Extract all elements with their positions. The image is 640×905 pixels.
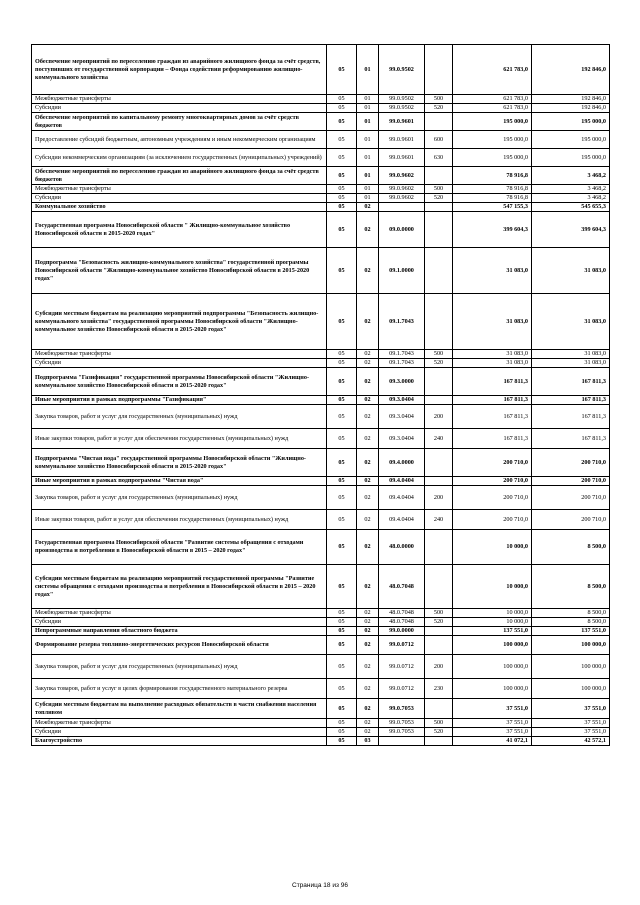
row-value-second: 3 468,2 — [532, 185, 610, 194]
table-row — [32, 618, 610, 627]
row-value-first: 621 783,0 — [453, 104, 532, 113]
row-section: 05 — [327, 396, 357, 405]
row-section: 05 — [327, 609, 357, 618]
row-section: 05 — [327, 449, 357, 477]
row-value-second: 200 710,0 — [532, 510, 610, 530]
row-name: Непрограммные направления областного бюджета — [32, 627, 327, 636]
row-expense-type — [425, 737, 453, 746]
row-value-first: 41 072,1 — [453, 737, 532, 746]
table-row — [32, 203, 610, 212]
table-row — [32, 728, 610, 737]
row-expense-type: 630 — [425, 149, 453, 167]
row-target-code: 48.0.7048 — [379, 609, 425, 618]
row-target-code — [379, 737, 425, 746]
row-value-second: 100 000,0 — [532, 679, 610, 699]
row-subsection: 01 — [357, 194, 379, 203]
table-row — [32, 627, 610, 636]
row-expense-type: 500 — [425, 185, 453, 194]
row-name: Подпрограмма "Чистая вода" государственной программы Новосибирской области "Жилищно-коммунальное хозяйство Новосибирской области в 2015-2020 годах" — [32, 449, 327, 477]
row-section: 05 — [327, 477, 357, 486]
row-value-second: 31 083,0 — [532, 248, 610, 294]
row-name: Субсидии — [32, 104, 327, 113]
row-target-code: 99.0.9602 — [379, 185, 425, 194]
row-expense-type: 520 — [425, 618, 453, 627]
row-subsection: 02 — [357, 350, 379, 359]
row-value-first: 10 000,0 — [453, 530, 532, 565]
row-value-second: 31 083,0 — [532, 294, 610, 350]
row-expense-type — [425, 477, 453, 486]
row-name: Закупка товаров, работ и услуг в целях формирования государственного материального резерва — [32, 679, 327, 699]
row-value-first: 399 604,3 — [453, 212, 532, 248]
row-target-code: 99.0.7053 — [379, 728, 425, 737]
row-name: Межбюджетные трансферты — [32, 719, 327, 728]
row-expense-type: 600 — [425, 131, 453, 149]
row-expense-type: 520 — [425, 359, 453, 368]
row-target-code: 09.3.0000 — [379, 368, 425, 396]
row-target-code: 99.0.0712 — [379, 655, 425, 679]
row-name: Государственная программа Новосибирской области "Развитие системы обращения с отходами производства и потребления в Новосибирской области в 2015 – 2020 годах" — [32, 530, 327, 565]
row-section: 05 — [327, 113, 357, 131]
row-expense-type: 200 — [425, 405, 453, 429]
row-expense-type — [425, 636, 453, 655]
row-target-code: 99.0.9502 — [379, 104, 425, 113]
row-value-first: 78 916,8 — [453, 167, 532, 185]
row-section: 05 — [327, 350, 357, 359]
row-section: 05 — [327, 149, 357, 167]
row-expense-type: 230 — [425, 679, 453, 699]
table-row — [32, 636, 610, 655]
row-subsection: 02 — [357, 636, 379, 655]
row-value-second: 167 811,3 — [532, 368, 610, 396]
row-target-code: 09.4.0000 — [379, 449, 425, 477]
row-subsection: 01 — [357, 185, 379, 194]
row-value-first: 100 000,0 — [453, 655, 532, 679]
table-row — [32, 655, 610, 679]
row-value-first: 100 000,0 — [453, 679, 532, 699]
row-value-first: 621 783,0 — [453, 95, 532, 104]
row-value-second: 31 083,0 — [532, 350, 610, 359]
row-subsection: 01 — [357, 45, 379, 95]
row-value-second: 37 551,0 — [532, 728, 610, 737]
row-expense-type — [425, 212, 453, 248]
row-name: Государственная программа Новосибирской области " Жилищно-коммунальное хозяйство Новосибирской области в 2015-2020 годах" — [32, 212, 327, 248]
row-name: Иные мероприятия в рамках подпрограммы "Чистая вода" — [32, 477, 327, 486]
row-name: Субсидии местным бюджетам на выполнение расходных обязательств в части снабжения населения топливом — [32, 699, 327, 719]
row-value-first: 167 811,3 — [453, 405, 532, 429]
row-subsection: 01 — [357, 95, 379, 104]
row-name: Обеспечение мероприятий по переселению граждан из аварийного жилищного фонда за счёт средств, поступивших от государственной корпорации – Фонда содействия реформированию жилищно-коммунального хозяйства — [32, 45, 327, 95]
row-name: Предоставление субсидий бюджетным, автономным учреждениям и иным некоммерческим организациям — [32, 131, 327, 149]
row-value-second: 200 710,0 — [532, 477, 610, 486]
row-target-code: 99.0.0712 — [379, 679, 425, 699]
row-expense-type — [425, 113, 453, 131]
row-target-code: 09.1.7043 — [379, 294, 425, 350]
row-expense-type: 500 — [425, 95, 453, 104]
row-section: 05 — [327, 719, 357, 728]
table-row — [32, 510, 610, 530]
row-section: 05 — [327, 636, 357, 655]
page-footer: Страница 18 из 96 — [292, 882, 348, 889]
row-section: 05 — [327, 679, 357, 699]
row-expense-type — [425, 699, 453, 719]
budget-table-body — [32, 45, 610, 746]
row-target-code: 09.3.0404 — [379, 396, 425, 405]
row-expense-type: 200 — [425, 655, 453, 679]
row-name: Формирование резерва топливно-энергетических ресурсов Новосибирской области — [32, 636, 327, 655]
row-value-first: 200 710,0 — [453, 510, 532, 530]
row-section: 05 — [327, 248, 357, 294]
row-value-first: 195 000,0 — [453, 149, 532, 167]
row-subsection: 02 — [357, 368, 379, 396]
row-name: Подпрограмма "Газификация" государственной программы Новосибирской области "Жилищно-коммунальное хозяйство Новосибирской области в 2015-2020 годах" — [32, 368, 327, 396]
row-value-second: 200 710,0 — [532, 486, 610, 510]
row-section: 05 — [327, 655, 357, 679]
row-target-code — [379, 203, 425, 212]
row-section: 05 — [327, 203, 357, 212]
row-value-second: 8 500,0 — [532, 530, 610, 565]
row-value-second: 100 000,0 — [532, 655, 610, 679]
row-name: Субсидии местным бюджетам на реализацию мероприятий государственной программы "Развитие системы обращения с отходами производства и потребления в Новосибирской области в 2015 – 2020 годах" — [32, 565, 327, 609]
table-row — [32, 248, 610, 294]
row-target-code: 09.1.7043 — [379, 359, 425, 368]
row-expense-type: 520 — [425, 728, 453, 737]
row-value-first: 78 916,8 — [453, 194, 532, 203]
row-name: Подпрограмма "Безопасность жилищно-коммунального хозяйства" государственной программы Новосибирской области "Жилищно-коммунальное хозяйство Новосибирской области в 2015-2020 годах" — [32, 248, 327, 294]
row-target-code: 99.0.9502 — [379, 95, 425, 104]
row-target-code: 09.4.0404 — [379, 477, 425, 486]
row-subsection: 02 — [357, 627, 379, 636]
row-section: 05 — [327, 405, 357, 429]
row-name: Субсидии — [32, 618, 327, 627]
row-name: Обеспечение мероприятий по переселению граждан из аварийного жилищного фонда за счёт средств бюджетов — [32, 167, 327, 185]
row-name: Иные закупки товаров, работ и услуг для обеспечения государственных (муниципальных) нужд — [32, 429, 327, 449]
row-value-first: 78 916,8 — [453, 185, 532, 194]
row-subsection: 02 — [357, 510, 379, 530]
row-value-second: 167 811,3 — [532, 396, 610, 405]
table-row — [32, 350, 610, 359]
row-expense-type — [425, 248, 453, 294]
row-name: Закупка товаров, работ и услуг для государственных (муниципальных) нужд — [32, 405, 327, 429]
row-section: 05 — [327, 45, 357, 95]
table-row — [32, 167, 610, 185]
row-target-code: 99.0.9602 — [379, 194, 425, 203]
row-target-code: 99.0.9601 — [379, 149, 425, 167]
row-target-code: 48.0.7048 — [379, 618, 425, 627]
row-subsection: 03 — [357, 737, 379, 746]
row-name: Субсидии некоммерческим организациям (за исключением государственных (муниципальных) учреждений) — [32, 149, 327, 167]
table-row — [32, 699, 610, 719]
row-target-code: 99.0.0000 — [379, 627, 425, 636]
row-subsection: 02 — [357, 294, 379, 350]
table-row — [32, 609, 610, 618]
row-expense-type — [425, 627, 453, 636]
row-value-second: 31 083,0 — [532, 359, 610, 368]
row-name: Закупка товаров, работ и услуг для государственных (муниципальных) нужд — [32, 655, 327, 679]
row-expense-type — [425, 167, 453, 185]
row-name: Межбюджетные трансферты — [32, 185, 327, 194]
table-row — [32, 405, 610, 429]
table-row — [32, 149, 610, 167]
row-target-code: 09.0.0000 — [379, 212, 425, 248]
row-expense-type: 520 — [425, 194, 453, 203]
row-section: 05 — [327, 627, 357, 636]
table-row — [32, 185, 610, 194]
row-subsection: 02 — [357, 212, 379, 248]
row-target-code: 99.0.9601 — [379, 131, 425, 149]
row-value-first: 31 083,0 — [453, 248, 532, 294]
row-section: 05 — [327, 185, 357, 194]
row-subsection: 02 — [357, 359, 379, 368]
row-subsection: 02 — [357, 565, 379, 609]
row-name: Благоустройство — [32, 737, 327, 746]
row-value-first: 31 083,0 — [453, 359, 532, 368]
row-expense-type: 500 — [425, 719, 453, 728]
row-target-code: 99.0.7053 — [379, 699, 425, 719]
row-subsection: 01 — [357, 149, 379, 167]
row-value-first: 31 083,0 — [453, 350, 532, 359]
row-value-second: 195 000,0 — [532, 149, 610, 167]
row-subsection: 02 — [357, 429, 379, 449]
table-row — [32, 429, 610, 449]
row-section: 05 — [327, 699, 357, 719]
table-row — [32, 449, 610, 477]
row-name: Субсидии — [32, 194, 327, 203]
row-subsection: 02 — [357, 655, 379, 679]
row-section: 05 — [327, 212, 357, 248]
row-value-second: 3 468,2 — [532, 167, 610, 185]
row-name: Субсидии — [32, 359, 327, 368]
row-value-second: 195 000,0 — [532, 131, 610, 149]
row-subsection: 02 — [357, 486, 379, 510]
row-subsection: 01 — [357, 131, 379, 149]
row-target-code: 09.3.0404 — [379, 429, 425, 449]
row-value-first: 195 000,0 — [453, 131, 532, 149]
row-section: 05 — [327, 510, 357, 530]
row-name: Межбюджетные трансферты — [32, 95, 327, 104]
row-target-code: 99.0.7053 — [379, 719, 425, 728]
row-subsection: 02 — [357, 405, 379, 429]
row-section: 05 — [327, 486, 357, 510]
row-name: Коммунальное хозяйство — [32, 203, 327, 212]
row-value-second: 167 811,3 — [532, 405, 610, 429]
row-target-code: 09.4.0404 — [379, 486, 425, 510]
row-subsection: 02 — [357, 719, 379, 728]
row-expense-type — [425, 530, 453, 565]
row-value-first: 200 710,0 — [453, 449, 532, 477]
row-value-second: 195 000,0 — [532, 113, 610, 131]
row-value-first: 10 000,0 — [453, 618, 532, 627]
table-row — [32, 477, 610, 486]
row-expense-type — [425, 294, 453, 350]
table-row — [32, 396, 610, 405]
row-value-second: 42 572,1 — [532, 737, 610, 746]
table-row — [32, 737, 610, 746]
row-name: Обеспечение мероприятий по капитальному ремонту многоквартирных домов за счёт средств бюджетов — [32, 113, 327, 131]
row-name: Иные мероприятия в рамках подпрограммы "Газификация" — [32, 396, 327, 405]
table-row — [32, 45, 610, 95]
row-target-code: 99.0.9602 — [379, 167, 425, 185]
table-row — [32, 565, 610, 609]
table-row — [32, 212, 610, 248]
row-expense-type: 240 — [425, 429, 453, 449]
row-value-second: 3 468,2 — [532, 194, 610, 203]
row-subsection: 01 — [357, 104, 379, 113]
row-value-second: 192 846,0 — [532, 45, 610, 95]
row-subsection: 02 — [357, 449, 379, 477]
row-subsection: 02 — [357, 477, 379, 486]
table-row — [32, 131, 610, 149]
row-subsection: 02 — [357, 699, 379, 719]
table-row — [32, 368, 610, 396]
row-value-first: 621 783,0 — [453, 45, 532, 95]
row-target-code: 48.0.0000 — [379, 530, 425, 565]
row-name: Иные закупки товаров, работ и услуг для обеспечения государственных (муниципальных) нужд — [32, 510, 327, 530]
row-value-first: 31 083,0 — [453, 294, 532, 350]
row-value-first: 37 551,0 — [453, 719, 532, 728]
row-target-code: 99.0.9601 — [379, 113, 425, 131]
table-row — [32, 486, 610, 510]
table-row — [32, 679, 610, 699]
table-row — [32, 194, 610, 203]
row-section: 05 — [327, 565, 357, 609]
row-section: 05 — [327, 104, 357, 113]
row-value-first: 200 710,0 — [453, 486, 532, 510]
row-value-second: 545 655,3 — [532, 203, 610, 212]
row-target-code: 09.1.0000 — [379, 248, 425, 294]
row-name: Субсидии местным бюджетам на реализацию мероприятий подпрограммы "Безопасность жилищно-коммунального хозяйства" государственной программы Новосибирской области "Жилищно-коммунальное хозяйство Новосибирской области в 2015-2020 годах" — [32, 294, 327, 350]
table-row — [32, 359, 610, 368]
row-value-first: 100 000,0 — [453, 636, 532, 655]
row-expense-type: 520 — [425, 104, 453, 113]
row-expense-type: 240 — [425, 510, 453, 530]
row-value-first: 137 551,0 — [453, 627, 532, 636]
row-target-code: 99.0.9502 — [379, 45, 425, 95]
row-subsection: 01 — [357, 167, 379, 185]
row-expense-type — [425, 396, 453, 405]
row-target-code: 09.4.0404 — [379, 510, 425, 530]
row-section: 05 — [327, 737, 357, 746]
row-subsection: 02 — [357, 609, 379, 618]
row-section: 05 — [327, 728, 357, 737]
row-value-second: 100 000,0 — [532, 636, 610, 655]
row-value-first: 37 551,0 — [453, 728, 532, 737]
row-section: 05 — [327, 429, 357, 449]
row-value-second: 399 604,3 — [532, 212, 610, 248]
row-name: Межбюджетные трансферты — [32, 350, 327, 359]
row-value-first: 195 000,0 — [453, 113, 532, 131]
row-section: 05 — [327, 618, 357, 627]
row-section: 05 — [327, 294, 357, 350]
row-value-first: 10 000,0 — [453, 609, 532, 618]
row-expense-type: 500 — [425, 609, 453, 618]
table-row — [32, 113, 610, 131]
row-subsection: 02 — [357, 728, 379, 737]
row-section: 05 — [327, 167, 357, 185]
row-value-second: 37 551,0 — [532, 719, 610, 728]
row-value-second: 8 500,0 — [532, 618, 610, 627]
row-value-first: 200 710,0 — [453, 477, 532, 486]
row-value-second: 137 551,0 — [532, 627, 610, 636]
row-section: 05 — [327, 95, 357, 104]
row-value-first: 547 155,3 — [453, 203, 532, 212]
table-row — [32, 719, 610, 728]
row-subsection: 01 — [357, 113, 379, 131]
row-value-second: 8 500,0 — [532, 565, 610, 609]
row-subsection: 02 — [357, 530, 379, 565]
row-value-first: 167 811,3 — [453, 429, 532, 449]
row-value-first: 37 551,0 — [453, 699, 532, 719]
row-expense-type — [425, 203, 453, 212]
row-expense-type: 200 — [425, 486, 453, 510]
row-target-code: 48.0.7048 — [379, 565, 425, 609]
row-expense-type — [425, 45, 453, 95]
row-value-second: 37 551,0 — [532, 699, 610, 719]
table-row — [32, 294, 610, 350]
row-value-second: 8 500,0 — [532, 609, 610, 618]
row-value-second: 192 846,0 — [532, 104, 610, 113]
row-target-code: 09.3.0404 — [379, 405, 425, 429]
row-expense-type — [425, 368, 453, 396]
row-section: 05 — [327, 131, 357, 149]
row-value-first: 167 811,3 — [453, 368, 532, 396]
row-section: 05 — [327, 530, 357, 565]
row-value-first: 167 811,3 — [453, 396, 532, 405]
row-subsection: 02 — [357, 396, 379, 405]
row-section: 05 — [327, 368, 357, 396]
row-expense-type — [425, 565, 453, 609]
row-subsection: 02 — [357, 248, 379, 294]
budget-table — [31, 44, 610, 746]
row-subsection: 02 — [357, 679, 379, 699]
row-value-first: 10 000,0 — [453, 565, 532, 609]
row-name: Субсидии — [32, 728, 327, 737]
row-subsection: 02 — [357, 203, 379, 212]
row-target-code: 09.1.7043 — [379, 350, 425, 359]
row-name: Закупка товаров, работ и услуг для государственных (муниципальных) нужд — [32, 486, 327, 510]
row-value-second: 167 811,3 — [532, 429, 610, 449]
row-section: 05 — [327, 194, 357, 203]
row-section: 05 — [327, 359, 357, 368]
row-value-second: 192 846,0 — [532, 95, 610, 104]
row-expense-type: 500 — [425, 350, 453, 359]
row-name: Межбюджетные трансферты — [32, 609, 327, 618]
table-row — [32, 95, 610, 104]
row-expense-type — [425, 449, 453, 477]
row-subsection: 02 — [357, 618, 379, 627]
table-row — [32, 530, 610, 565]
table-row — [32, 104, 610, 113]
row-value-second: 200 710,0 — [532, 449, 610, 477]
row-target-code: 99.0.0712 — [379, 636, 425, 655]
